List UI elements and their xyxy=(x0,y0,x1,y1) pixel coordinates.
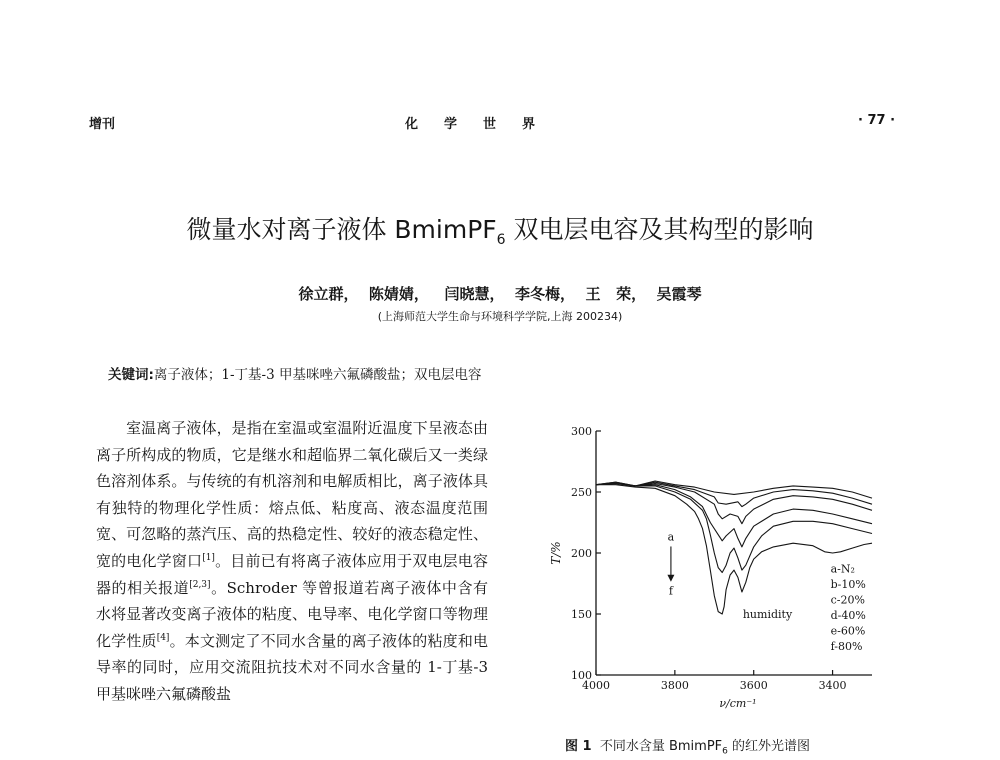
humidity-label: humidity xyxy=(742,608,793,621)
keywords-text: 离子液体；1-丁基-3 甲基咪唑六氟磷酸盐；双电层电容 xyxy=(153,367,482,383)
citation-1: [1] xyxy=(202,552,215,563)
y-tick-label: 100 xyxy=(571,669,592,682)
title-rest: 双电层电容及其构型的影响 xyxy=(505,215,814,244)
spectrum-line-3 xyxy=(596,484,872,524)
body-paragraph xyxy=(96,415,488,708)
figure-caption xyxy=(565,735,810,757)
paper-title xyxy=(0,210,1000,248)
citation-3: [4] xyxy=(156,632,170,643)
y-tick-label: 200 xyxy=(571,547,592,560)
page-number: · 77 · xyxy=(858,113,896,128)
spectrum-line-1 xyxy=(596,481,872,498)
x-tick-label: 3600 xyxy=(739,679,768,692)
y-tick-label: 250 xyxy=(571,486,592,499)
title-main: 微量水对离子液体 BmimPF xyxy=(186,215,497,244)
caption-rest: 的红外光谱图 xyxy=(727,739,811,754)
caption-subscript: 6 xyxy=(722,746,728,757)
ir-spectrum-chart xyxy=(540,415,890,725)
x-axis-label: ν/cm⁻¹ xyxy=(719,697,757,710)
body-text-2: 。目前已有将离子液体应用于双电层电容器的相关报道 xyxy=(96,551,488,597)
journal-name: 化学世界 xyxy=(405,117,562,132)
x-tick-label: 3400 xyxy=(818,679,847,692)
keywords xyxy=(108,363,482,383)
spectrum-line-5 xyxy=(596,484,872,573)
legend-entry: f-80% xyxy=(830,640,863,654)
citation-2: [2,3] xyxy=(189,579,211,590)
y-axis-label: T/% xyxy=(549,541,563,565)
body-text-3: 。Schroder 等曾报道若离子液体中含有水将显著改变离子液体的粘度、电导率、电化学窗口等物理化学性质 xyxy=(96,578,488,650)
legend-entry: b-10% xyxy=(830,578,866,592)
arrow-end-label: f xyxy=(668,584,673,598)
body-text-4: 。本文测定了不同水含量的离子液体的粘度和电导率的同时，应用交流阻抗技术对不同水含量的 1-丁基-3 甲基咪唑六氟磷酸盐 xyxy=(96,631,488,703)
y-tick-label: 150 xyxy=(571,608,592,621)
keywords-label: 关键词: xyxy=(108,367,154,383)
x-tick-label: 3800 xyxy=(660,679,689,692)
legend-entry: d-40% xyxy=(830,609,866,623)
y-tick-label: 300 xyxy=(571,425,592,438)
legend-entry: e-60% xyxy=(830,624,866,638)
caption-text: 不同水含量 BmimPF xyxy=(599,739,723,754)
legend-entry: a-N₂ xyxy=(830,562,855,576)
body-text-1: 室温离子液体，是指在室温或室温附近温度下呈液态由离子所构成的物质，它是继水和超临界二氧化碳后又一类绿色溶剂体系。与传统的有机溶剂和电解质相比，离子液体具有独特的物理化学性质：熔点低、粘度高、液态温度范围宽、可忽略的蒸汽压、高的热稳定性、较好的液态稳定性、宽的电化学窗口 xyxy=(96,419,488,570)
legend-entry: c-20% xyxy=(830,593,865,607)
x-tick-label: 4000 xyxy=(582,679,610,692)
arrow-start-label: a xyxy=(667,530,675,544)
arrow-head-icon xyxy=(667,575,674,582)
affiliation: (上海师范大学生命与环境科学学院,上海 200234) xyxy=(377,310,623,323)
journal-issue-label: 增刊 xyxy=(89,117,116,132)
figure-label: 图 1 xyxy=(565,739,592,754)
title-subscript: 6 xyxy=(496,232,506,248)
author-list: 徐立群， 陈婧婧， 闫晓慧， 李冬梅， 王 荣， 吴霞琴 xyxy=(298,285,702,303)
